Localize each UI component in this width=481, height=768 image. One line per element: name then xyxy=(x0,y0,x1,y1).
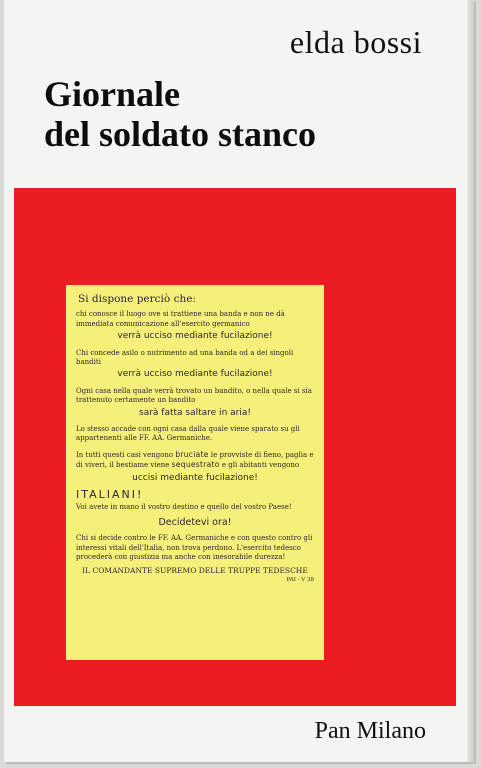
cover-edge-shadow xyxy=(467,0,474,762)
book-title xyxy=(44,74,316,154)
poster-paragraph-3: Ogni casa nella quale verrà trovato un bandito, o nella quale si sia trattenuto certamente un bandito xyxy=(76,386,312,405)
book-cover xyxy=(4,0,474,762)
poster-p5-part-e: e gli abitanti vengono xyxy=(219,461,300,470)
publisher-name: Pan Milano xyxy=(314,718,426,744)
poster-paragraph-6: Voi avete in mano il vostro destino e quello del vostro Paese! xyxy=(76,502,292,511)
poster-decidetevi: Decidetevi ora! xyxy=(158,516,232,528)
poster-emphasis-3: sarà fatta saltare in aria! xyxy=(139,407,251,418)
poster-paragraph-5 xyxy=(76,450,314,471)
poster-italiani: ITALIANI! xyxy=(76,488,144,502)
poster-emphasis-2: verrà ucciso mediante fucilazione! xyxy=(117,369,273,380)
poster-code: PAI - V 38 xyxy=(286,576,314,583)
poster-paragraph-4: Lo stesso accade con ogni casa dalla quale viene sparato su gli appartenenti alle FF. AA. Germaniche. xyxy=(76,425,300,443)
poster-paragraph-2: Chi concede asilo o nutrimento ad una banda od a dei singoli banditi xyxy=(76,348,294,367)
poster-emphasis-5: uccisi mediante fucilazione! xyxy=(132,472,258,483)
poster-p5-bruciate: bruciate xyxy=(175,449,209,459)
author-name: elda bossi xyxy=(289,24,422,60)
poster-p5-part-a: In tutti questi casi vengono xyxy=(76,450,176,459)
poster-heading: Si dispone perciò che: xyxy=(78,293,196,305)
poster-commander: IL COMANDANTE SUPREMO DELLE TRUPPE TEDESCHE xyxy=(82,565,308,575)
red-panel xyxy=(14,188,456,706)
poster-paragraph-7: Chi si decide contro le FF. AA. Germaniche e con questo contro gli interessi vitali dell'Italia, non trova perdono. L'esercito tedesco procederà con giustizia ma anche con inesorabile durezza! xyxy=(76,534,313,562)
title-line-1: Giornale xyxy=(44,74,180,114)
poster-emphasis-1: verrà ucciso mediante fucilazione! xyxy=(117,331,273,342)
poster-p5-part-c: le provviste di fieno, paglia e di viveri, il bestiame viene xyxy=(76,450,314,470)
poster-p5-sequestrato: sequestrato xyxy=(171,460,220,470)
poster-image xyxy=(66,285,324,660)
title-line-2: del soldato stanco xyxy=(44,114,317,154)
poster-paragraph-1: chi conosce il luogo ove si trattiene una banda e non ne dà immediata comunicazione all'esercito germanico xyxy=(76,310,285,328)
